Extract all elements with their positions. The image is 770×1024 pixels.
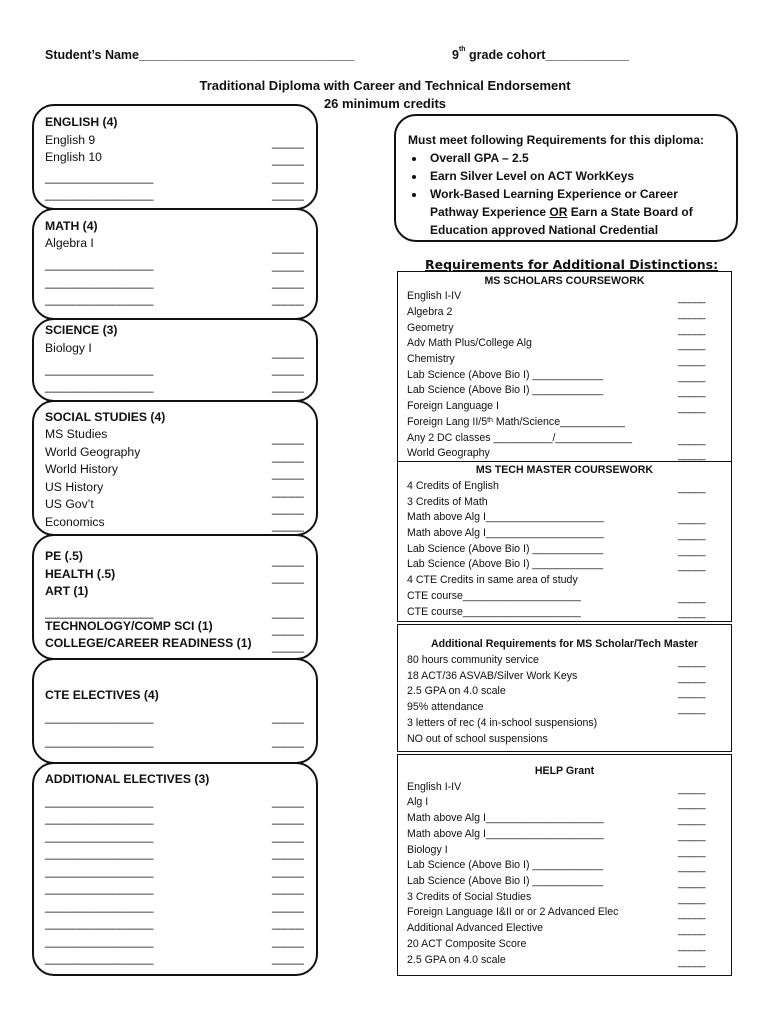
elective-item[interactable]: ________________ bbox=[45, 899, 154, 913]
check-blank[interactable]: _____ bbox=[678, 956, 705, 968]
ms-tech-item: 4 CTE Credits in same area of study bbox=[407, 574, 578, 586]
check-blank[interactable]: _____ bbox=[678, 482, 705, 494]
social-item: US History bbox=[45, 480, 104, 494]
credit-blank[interactable]: _____ bbox=[272, 794, 304, 808]
ms-tech-item[interactable]: Math above Alg I____________________ bbox=[407, 511, 604, 523]
ms-scholars-heading: MS SCHOLARS COURSEWORK bbox=[484, 275, 645, 287]
credit-blank[interactable]: _____ bbox=[272, 484, 304, 498]
science-item[interactable]: ________________ bbox=[45, 362, 154, 376]
credit-blank[interactable]: _____ bbox=[272, 570, 304, 584]
ms-scholars-item[interactable]: Foreign Lang II/5th Math/Science___________ bbox=[407, 416, 625, 428]
ms-tech-item: 4 Credits of English bbox=[407, 480, 499, 492]
check-blank[interactable]: _____ bbox=[678, 924, 705, 936]
science-item[interactable]: ________________ bbox=[45, 379, 154, 393]
ms-scholars-item[interactable]: Lab Science (Above Bio I) ____________ bbox=[407, 369, 604, 381]
check-blank[interactable]: _____ bbox=[678, 861, 705, 873]
elective-item[interactable]: ________________ bbox=[45, 881, 154, 895]
help-grant-item: Alg I bbox=[407, 796, 429, 808]
check-blank[interactable]: _____ bbox=[678, 798, 705, 810]
check-blank[interactable]: _____ bbox=[678, 308, 705, 320]
check-blank[interactable]: _____ bbox=[678, 560, 705, 572]
check-blank[interactable]: _____ bbox=[678, 371, 705, 383]
additional-req-item: 2.5 GPA on 4.0 scale bbox=[407, 685, 506, 697]
check-blank[interactable]: _____ bbox=[678, 324, 705, 336]
credit-blank[interactable]: _____ bbox=[272, 258, 304, 272]
credit-blank[interactable]: _____ bbox=[272, 292, 304, 306]
check-blank[interactable]: _____ bbox=[678, 846, 705, 858]
requirement-item: • Overall GPA – 2.5 bbox=[426, 149, 728, 167]
requirements-heading: Must meet following Requirements for this diploma: bbox=[408, 133, 705, 147]
help-grant-item: 3 Credits of Social Studies bbox=[407, 891, 532, 903]
check-blank[interactable]: _____ bbox=[678, 355, 705, 367]
credit-blank[interactable]: _____ bbox=[272, 605, 304, 619]
ms-tech-item[interactable]: Lab Science (Above Bio I) ____________ bbox=[407, 558, 604, 570]
cte-item[interactable]: ________________ bbox=[45, 734, 154, 748]
additional-req-item: 18 ACT/36 ASVAB/Silver Work Keys bbox=[407, 670, 578, 682]
ms-scholars-item: Foreign Language I bbox=[407, 400, 499, 412]
credit-blank[interactable]: _____ bbox=[272, 501, 304, 515]
credit-blank[interactable]: _____ bbox=[272, 431, 304, 445]
page-subtitle: 26 minimum credits bbox=[323, 96, 447, 111]
credit-blank[interactable]: _____ bbox=[272, 899, 304, 913]
science-heading: SCIENCE (3) bbox=[45, 323, 118, 337]
social-item: Economics bbox=[45, 515, 105, 529]
english-item[interactable]: ________________ bbox=[45, 170, 154, 184]
credit-blank[interactable]: _____ bbox=[272, 951, 304, 965]
check-blank[interactable]: _____ bbox=[678, 607, 705, 619]
requirement-item: • Work-Based Learning Experience or Career Pathway Experience OR Earn a State Board of Education approved National Credential bbox=[426, 185, 728, 239]
help-grant-item[interactable]: Lab Science (Above Bio I) ____________ bbox=[407, 859, 604, 871]
credit-blank[interactable]: _____ bbox=[272, 187, 304, 201]
check-blank[interactable]: _____ bbox=[678, 449, 705, 461]
page-title: Traditional Diploma with Career and Technical Endorsement bbox=[199, 78, 571, 93]
social-item: World Geography bbox=[45, 445, 141, 459]
elective-item[interactable]: ________________ bbox=[45, 916, 154, 930]
credit-blank[interactable]: _____ bbox=[272, 379, 304, 393]
english-item: English 9 bbox=[45, 133, 96, 147]
help-grant-item[interactable]: Lab Science (Above Bio I) ____________ bbox=[407, 875, 604, 887]
check-blank[interactable]: _____ bbox=[678, 339, 705, 351]
credit-blank[interactable]: _____ bbox=[272, 518, 304, 532]
credit-blank[interactable]: _____ bbox=[272, 362, 304, 376]
elective-item[interactable]: ________________ bbox=[45, 864, 154, 878]
credit-blank[interactable]: _____ bbox=[272, 622, 304, 636]
elective-item[interactable]: ________________ bbox=[45, 951, 154, 965]
social-item: World History bbox=[45, 462, 118, 476]
elective-item[interactable]: ________________ bbox=[45, 934, 154, 948]
help-grant-item[interactable]: Math above Alg I____________________ bbox=[407, 812, 604, 824]
ms-tech-item[interactable]: Math above Alg I____________________ bbox=[407, 527, 604, 539]
distinctions-heading: Requirements for Additional Distinctions: bbox=[425, 257, 719, 272]
check-blank[interactable]: _____ bbox=[678, 292, 705, 304]
art-label: ART (1) bbox=[45, 584, 89, 598]
check-blank[interactable]: _____ bbox=[678, 545, 705, 557]
credit-blank[interactable]: _____ bbox=[272, 829, 304, 843]
ms-scholars-item: World Geography bbox=[407, 447, 490, 459]
credit-blank[interactable]: _____ bbox=[272, 135, 304, 149]
check-blank[interactable]: _____ bbox=[678, 814, 705, 826]
help-grant-item: Biology I bbox=[407, 844, 448, 856]
credit-blank[interactable]: _____ bbox=[272, 864, 304, 878]
ms-scholars-item: Adv Math Plus/College Alg bbox=[407, 337, 532, 349]
check-blank[interactable]: _____ bbox=[678, 783, 705, 795]
credit-blank[interactable]: _____ bbox=[272, 916, 304, 930]
check-blank[interactable]: _____ bbox=[678, 893, 705, 905]
elective-item[interactable]: ________________ bbox=[45, 846, 154, 860]
help-grant-item[interactable]: Math above Alg I____________________ bbox=[407, 828, 604, 840]
college-career-label: COLLEGE/CAREER READINESS (1) bbox=[45, 636, 252, 650]
cohort-field[interactable] bbox=[452, 48, 629, 62]
check-blank[interactable]: _____ bbox=[678, 434, 705, 446]
cte-heading: CTE ELECTIVES (4) bbox=[45, 688, 159, 702]
social-item: US Gov’t bbox=[45, 497, 94, 511]
art-blank[interactable]: ________________ bbox=[45, 605, 154, 619]
check-blank[interactable]: _____ bbox=[678, 877, 705, 889]
check-blank[interactable]: _____ bbox=[678, 529, 705, 541]
ms-tech-item: 3 Credits of Math bbox=[407, 496, 488, 508]
pe-label: PE (.5) bbox=[45, 549, 83, 563]
ms-scholars-item: Chemistry bbox=[407, 353, 455, 365]
cohort-grade: 9 bbox=[452, 48, 459, 62]
cohort-sup: th bbox=[458, 46, 466, 53]
check-blank[interactable]: _____ bbox=[678, 830, 705, 842]
credit-blank[interactable]: _____ bbox=[272, 881, 304, 895]
cohort-label: grade cohort____________ bbox=[465, 48, 629, 62]
elective-item[interactable]: ________________ bbox=[45, 794, 154, 808]
math-item[interactable]: ________________ bbox=[45, 292, 154, 306]
additional-req-item: NO out of school suspensions bbox=[407, 733, 548, 745]
credit-blank[interactable]: _____ bbox=[272, 449, 304, 463]
math-item[interactable]: ________________ bbox=[45, 275, 154, 289]
english-item: English 10 bbox=[45, 150, 102, 164]
check-blank[interactable]: _____ bbox=[678, 402, 705, 414]
math-item[interactable]: ________________ bbox=[45, 257, 154, 271]
check-blank[interactable]: _____ bbox=[678, 513, 705, 525]
requirement-item: • Earn Silver Level on ACT WorkKeys bbox=[426, 167, 728, 185]
help-grant-item: 2.5 GPA on 4.0 scale bbox=[407, 954, 506, 966]
social-heading: SOCIAL STUDIES (4) bbox=[45, 410, 166, 424]
credit-blank[interactable]: _____ bbox=[272, 345, 304, 359]
additional-req-item: 3 letters of rec (4 in-school suspensions) bbox=[407, 717, 598, 729]
help-grant-item: 20 ACT Composite Score bbox=[407, 938, 527, 950]
social-item: MS Studies bbox=[45, 427, 108, 441]
student-name-field[interactable]: Student’s Name_______________________________ bbox=[45, 48, 355, 62]
credit-blank[interactable]: _____ bbox=[272, 811, 304, 825]
additional-req-item: 95% attendance bbox=[407, 701, 484, 713]
help-grant-item: Foreign Language I&II or or 2 Advanced Elec bbox=[407, 906, 619, 918]
credit-blank[interactable]: _____ bbox=[272, 934, 304, 948]
ms-scholars-item: Algebra 2 bbox=[407, 306, 453, 318]
check-blank[interactable]: _____ bbox=[678, 656, 705, 668]
additional-electives-heading: ADDITIONAL ELECTIVES (3) bbox=[45, 772, 210, 786]
credit-blank[interactable]: _____ bbox=[272, 553, 304, 567]
help-grant-item: English I-IV bbox=[407, 781, 462, 793]
check-blank[interactable]: _____ bbox=[678, 386, 705, 398]
credit-blank[interactable]: _____ bbox=[272, 710, 304, 724]
elective-item[interactable]: ________________ bbox=[45, 829, 154, 843]
check-blank[interactable]: _____ bbox=[678, 940, 705, 952]
ms-tech-item[interactable]: CTE course____________________ bbox=[407, 590, 581, 602]
help-grant-item: Additional Advanced Elective bbox=[407, 922, 544, 934]
cte-item[interactable]: ________________ bbox=[45, 710, 154, 724]
check-blank[interactable]: _____ bbox=[678, 592, 705, 604]
math-heading: MATH (4) bbox=[45, 219, 98, 233]
english-heading: ENGLISH (4) bbox=[45, 115, 118, 129]
credit-blank[interactable]: _____ bbox=[272, 466, 304, 480]
credit-blank[interactable]: _____ bbox=[272, 846, 304, 860]
math-item: Algebra I bbox=[45, 236, 94, 250]
credit-blank[interactable]: _____ bbox=[272, 170, 304, 184]
or-emphasis: OR bbox=[549, 205, 568, 219]
ms-scholars-item[interactable]: Lab Science (Above Bio I) ____________ bbox=[407, 384, 604, 396]
additional-req-item: 80 hours community service bbox=[407, 654, 539, 666]
credit-blank[interactable]: _____ bbox=[272, 152, 304, 166]
ms-tech-item[interactable]: CTE course____________________ bbox=[407, 606, 581, 618]
credit-blank[interactable]: _____ bbox=[272, 734, 304, 748]
ms-scholars-item: English I-IV bbox=[407, 290, 462, 302]
check-blank[interactable]: _____ bbox=[678, 703, 705, 715]
ms-tech-item[interactable]: Lab Science (Above Bio I) ____________ bbox=[407, 543, 604, 555]
requirements-list bbox=[408, 131, 728, 239]
check-blank[interactable]: _____ bbox=[678, 687, 705, 699]
elective-item[interactable]: ________________ bbox=[45, 811, 154, 825]
ms-tech-heading: MS TECH MASTER COURSEWORK bbox=[475, 464, 654, 476]
help-grant-heading: HELP Grant bbox=[534, 765, 595, 777]
ms-scholars-item[interactable]: Any 2 DC classes __________/_____________ bbox=[407, 432, 632, 444]
health-label: HEALTH (.5) bbox=[45, 567, 116, 581]
science-item: Biology I bbox=[45, 341, 92, 355]
credit-blank[interactable]: _____ bbox=[272, 275, 304, 289]
credit-blank[interactable]: _____ bbox=[272, 639, 304, 653]
english-item[interactable]: ________________ bbox=[45, 187, 154, 201]
check-blank[interactable]: _____ bbox=[678, 908, 705, 920]
additional-requirements-heading: Additional Requirements for MS Scholar/Tech Master bbox=[430, 638, 699, 650]
ms-scholars-item: Geometry bbox=[407, 322, 454, 334]
credit-blank[interactable]: _____ bbox=[272, 240, 304, 254]
check-blank[interactable]: _____ bbox=[678, 672, 705, 684]
technology-label: TECHNOLOGY/COMP SCI (1) bbox=[45, 619, 213, 633]
